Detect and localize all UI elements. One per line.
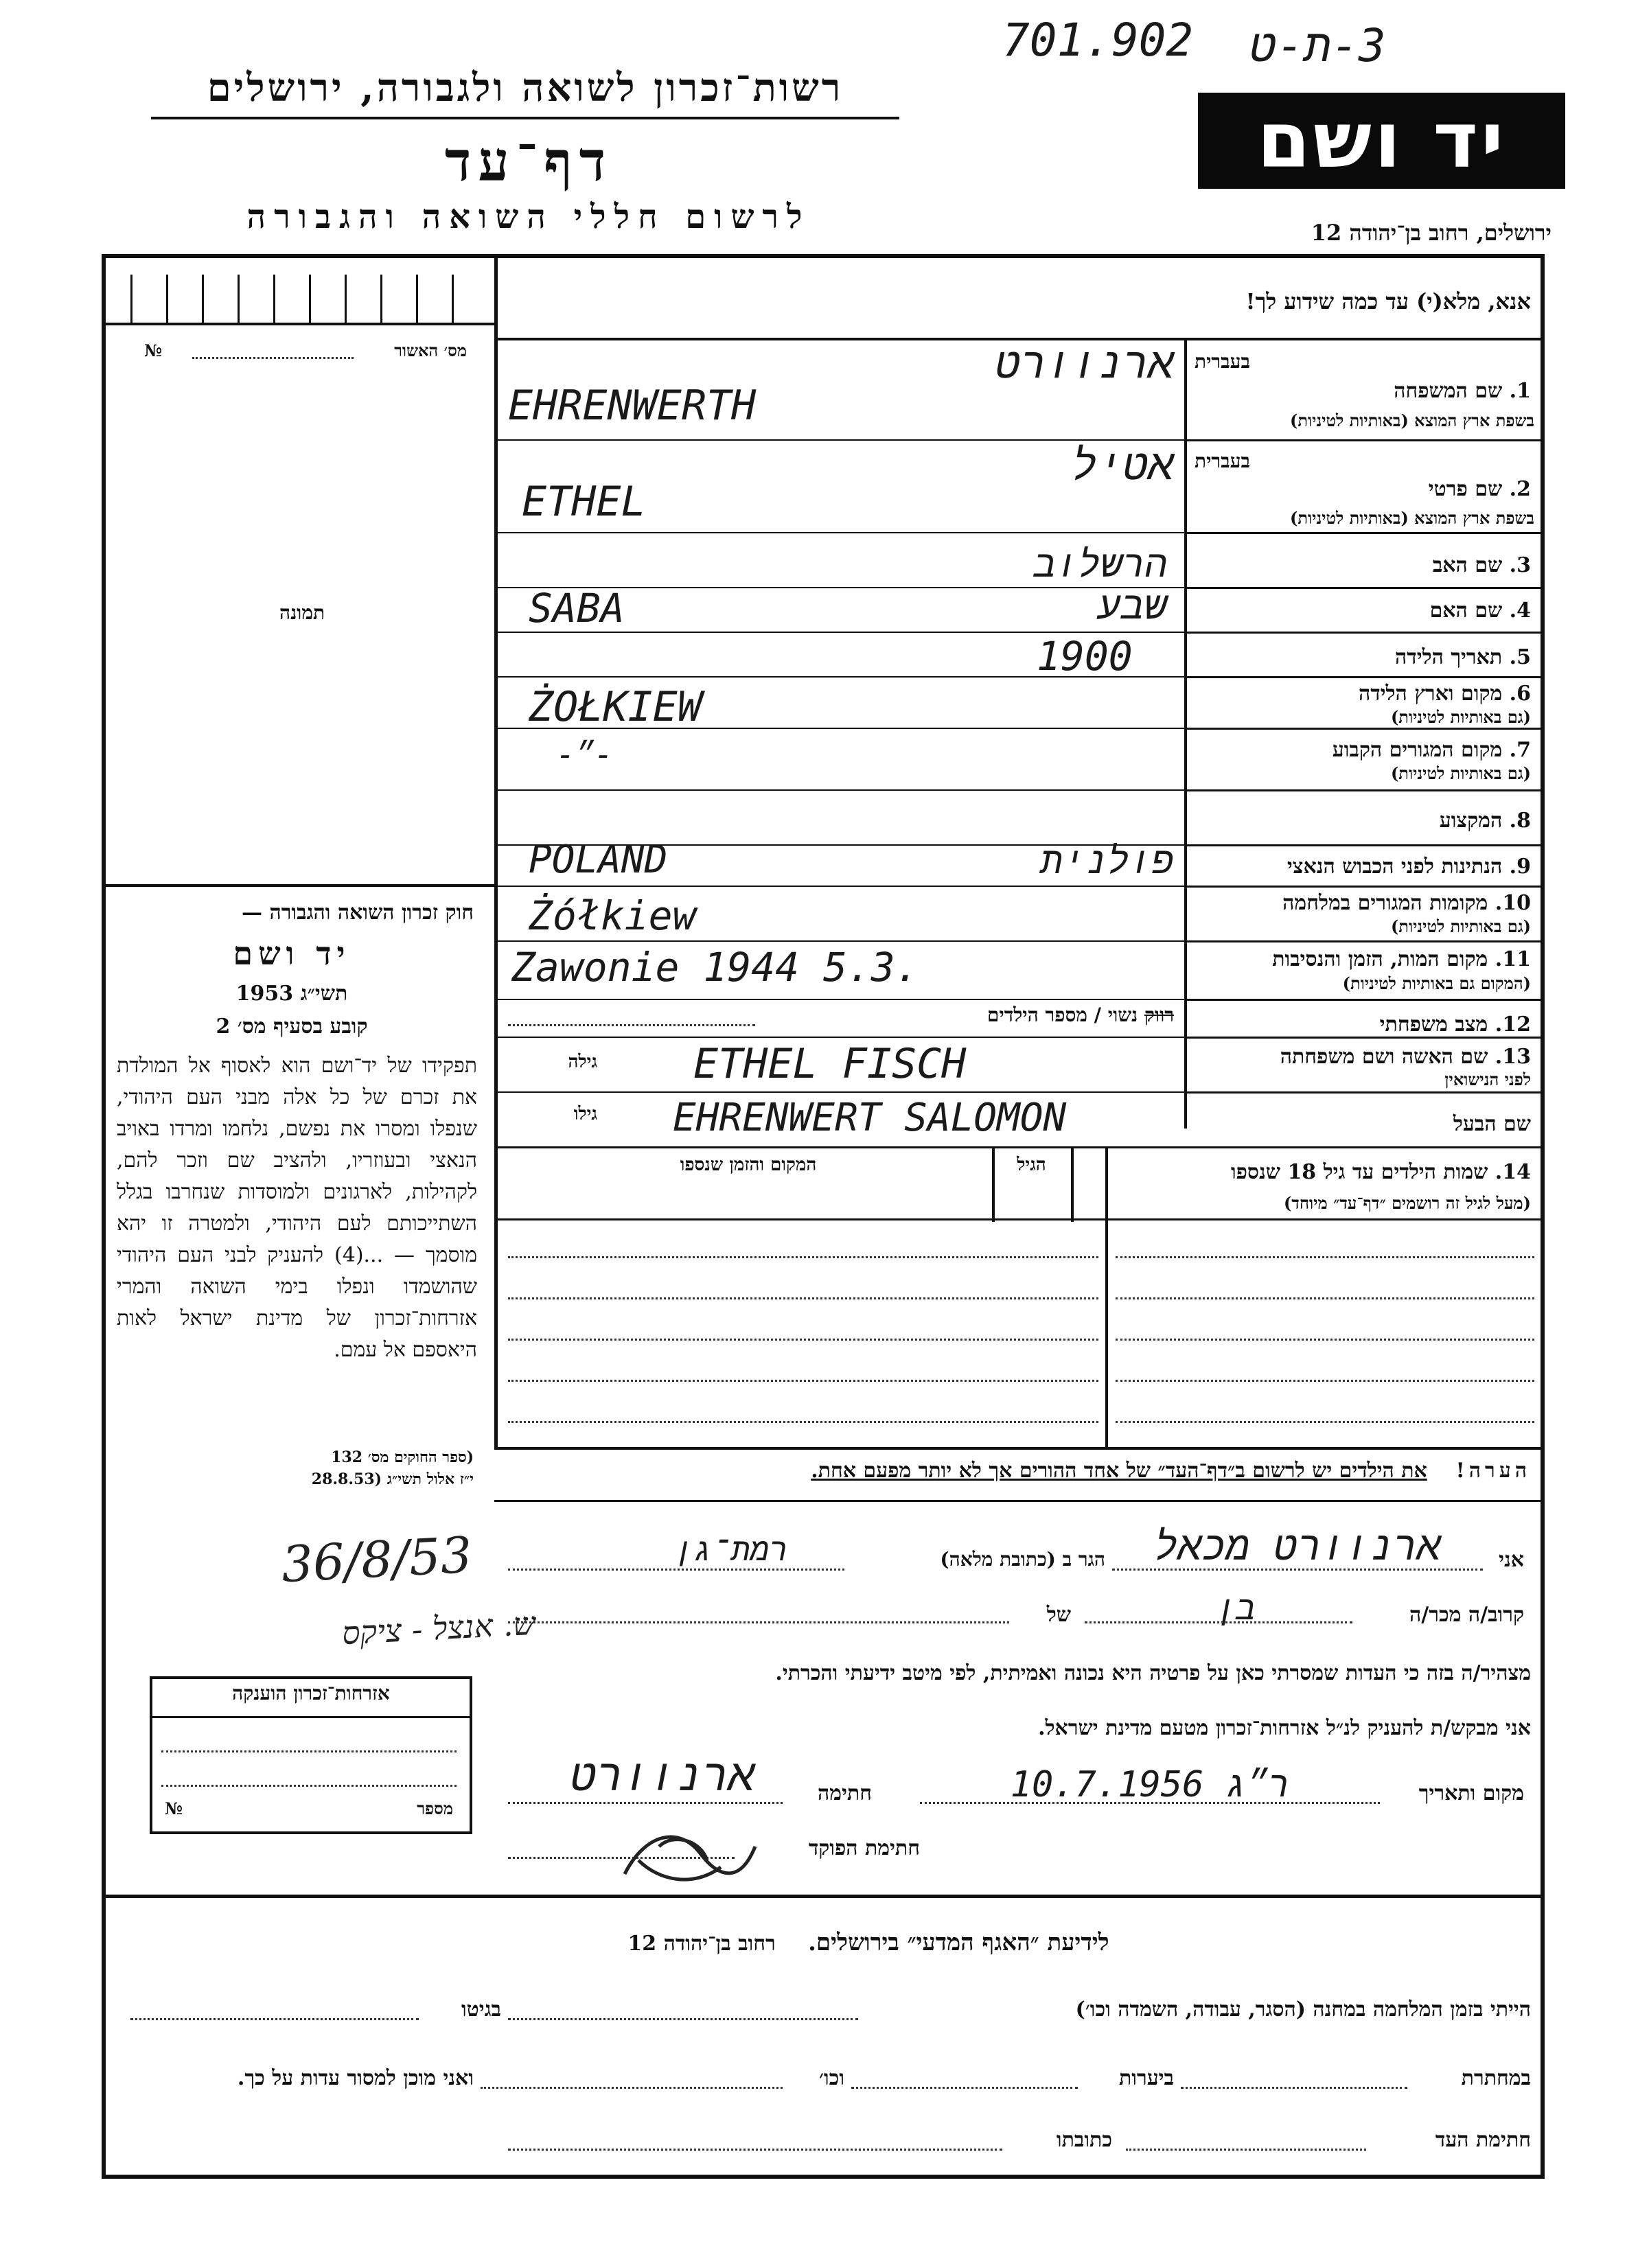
children-col-divider-2: [992, 1146, 995, 1222]
field-12-options: [687, 1004, 1174, 1027]
decl-of: של: [1046, 1603, 1071, 1627]
children-row[interactable]: [1116, 1380, 1534, 1382]
decl-signature-line: [508, 1802, 783, 1804]
decl-name-line: [1112, 1569, 1483, 1571]
form-title: דף־עד: [444, 129, 613, 194]
bottom-witness-address-field[interactable]: [508, 2149, 1002, 2151]
field-13-num: 13.: [1495, 1045, 1531, 1069]
field-12-children-count[interactable]: [508, 1024, 755, 1026]
row-sep: [1184, 999, 1543, 1001]
decl-official-signature: חתימת הפוקד: [808, 1836, 920, 1860]
row-sep: [1184, 632, 1543, 634]
law-yad-vashem: יד ושם: [233, 935, 351, 972]
decl-place-date-value[interactable]: ר״ג 10.7.1956: [1010, 1764, 1290, 1805]
children-row[interactable]: [508, 1256, 1098, 1258]
approval-no-label: מס׳ האשור: [394, 340, 467, 360]
bottom-witness-signature-field[interactable]: [1126, 2149, 1366, 2151]
field-1-value-hebrew[interactable]: ארנוורט: [995, 338, 1174, 388]
field-5-label: [1208, 645, 1531, 669]
note-text: את הילדים יש לרשום ב״דף־העד״ של אחד ההורים אך לא יותר מפעם אחת.: [811, 1459, 1427, 1483]
decl-statement-2: אני מבקש/ת להעניק לנ״ל אזרחות־זכרון מטעם מדינת ישראל.: [1038, 1716, 1531, 1740]
bottom-line-1a: הייתי בזמן המלחמה במחנה (הסגר, עבודה, השמדה וכו׳): [1075, 1998, 1531, 2022]
field-3-value[interactable]: הרשלוב: [1033, 542, 1167, 586]
row-sep: [1184, 439, 1543, 441]
field-7-label-text: מקום המגורים הקבוע: [1332, 738, 1503, 762]
bottom-line-2c: וכו׳: [819, 2066, 844, 2090]
field-2-value-hebrew[interactable]: אטיל: [1072, 439, 1174, 489]
field-6-label: [1208, 682, 1531, 706]
field-2-num: 2.: [1509, 477, 1531, 501]
field-10-value[interactable]: Żółkiew: [529, 892, 697, 939]
field-9-value-hebrew[interactable]: פולנית: [1040, 839, 1174, 882]
field-12-value: נשוי / מספר הילדים: [987, 1004, 1138, 1026]
children-row[interactable]: [508, 1339, 1098, 1341]
logo-text: יד ושם: [1256, 96, 1507, 185]
value-sep: [498, 1037, 1184, 1038]
photo-label: תמונה: [279, 601, 325, 624]
decl-address-line: [508, 1569, 844, 1571]
field-9-value[interactable]: POLAND: [529, 837, 668, 882]
children-col-divider-3: [1071, 1146, 1074, 1222]
bottom-title: [508, 1929, 1229, 1956]
field-3-label: [1208, 553, 1531, 577]
husband-age-label: גילו: [573, 1104, 597, 1124]
children-row[interactable]: [508, 1421, 1098, 1423]
children-title-text: שמות הילדים עד גיל 18 שנספו: [1230, 1160, 1488, 1184]
children-col-age: הגיל: [1017, 1155, 1046, 1175]
children-row[interactable]: [1116, 1297, 1534, 1299]
field-9-num: 9.: [1509, 855, 1531, 879]
field-7-num: 7.: [1509, 738, 1531, 762]
field-11-label-text: מקום המות, הזמן והנסיבות: [1272, 947, 1488, 971]
field-12-num: 12.: [1495, 1012, 1531, 1037]
field-6-value[interactable]: ŻOŁKIEW: [529, 683, 702, 731]
field-13-label-text: שם האשה ושם משפחתה: [1280, 1045, 1488, 1069]
field-11-num: 11.: [1495, 947, 1531, 971]
field-4-value-hebrew[interactable]: שבע: [1098, 583, 1167, 628]
row-sep: [1184, 886, 1543, 888]
row-sep: [1184, 532, 1543, 534]
official-signature-scribble: [618, 1819, 769, 1895]
decl-ani: אני: [1499, 1548, 1524, 1572]
field-6-num: 6.: [1509, 682, 1531, 706]
bottom-title-text: לידיעת ״האגף המדעי״ בירושלים.: [808, 1929, 1109, 1956]
field-12-label: [1208, 1012, 1531, 1037]
stamp-date: 36/8/53: [279, 1525, 474, 1594]
note-top-rule: [494, 1447, 1545, 1450]
husband-value[interactable]: EHRENWERT SALOMON: [673, 1096, 1067, 1140]
row-sep: [1184, 789, 1543, 791]
field-2-lang-hebrew: בעברית: [1195, 450, 1251, 472]
field-8-label: [1208, 809, 1531, 833]
field-4-label-text: שם האם: [1429, 599, 1503, 623]
children-num: 14.: [1495, 1160, 1531, 1184]
field-5-num: 5.: [1509, 645, 1531, 669]
field-2-label-text: שם פרטי: [1428, 477, 1503, 501]
yad-vashem-logo: [1198, 93, 1565, 189]
citizenship-number-label: מספר: [417, 1798, 453, 1818]
note-bottom-rule: [494, 1500, 1545, 1502]
law-body: תפקידו של יד־ושם הוא לאסוף אל המולדת את זכרם של כל אלה מבני העם היהודי, שנפלו ומסרו את נפשם, נלחמו ומרדו באויב הנאצי ובעוזריו, ולהציב שם וזכר להם, לקהילות, לארגונים ולמוסדות שנחרבו בגלל השתייכותם לעם היהודי, ולמטרה זו יהא מוסמך — ...(4) להעניק לבני העם היהודי שהושמדו ונפלו בימי השואה והמרי אזרחות־זכרון של מדינת ישראל לאות היאספם אל עמם.: [117, 1054, 477, 1362]
intro-instruction: אנא, מלא(י) עד כמה שידוע לך!: [1245, 288, 1531, 314]
decl-relative-value[interactable]: בן: [1216, 1589, 1256, 1628]
children-row[interactable]: [1116, 1421, 1534, 1423]
approval-no-field[interactable]: [192, 357, 354, 359]
bottom-section-rule: [106, 1895, 1542, 1898]
children-subtitle: (מעל לגיל זה רושמים ״דף־עד״ מיוחד): [1283, 1193, 1531, 1213]
field-6-sub: (גם באותיות לטיניות): [1390, 707, 1531, 727]
law-ref-2: י״ז אלול תשי״ג (28.8.53: [311, 1470, 474, 1488]
children-row[interactable]: [508, 1380, 1098, 1382]
row-sep: [1184, 1091, 1543, 1094]
citizenship-number-suffix: №: [165, 1798, 183, 1818]
field-12-label-text: מצב משפחתי: [1379, 1012, 1488, 1037]
field-10-num: 10.: [1495, 891, 1531, 915]
field-1-label: [1208, 379, 1531, 403]
field-1-lang-origin: בשפת ארץ המוצא (באותיות לטיניות): [1290, 410, 1534, 430]
decl-address-value[interactable]: רמת־גן: [674, 1531, 788, 1568]
decl-name-value[interactable]: ארנוורט מכאל: [1154, 1523, 1441, 1569]
field-5-value[interactable]: 1900: [1037, 633, 1133, 680]
field-13-sub: לפני הנישואין: [1444, 1069, 1531, 1089]
field-4-num: 4.: [1509, 599, 1531, 623]
row-sep: [1184, 587, 1543, 589]
children-title: [1112, 1160, 1531, 1184]
field-4-value[interactable]: SABA: [529, 585, 625, 632]
row-sep: [1184, 728, 1543, 730]
row-sep: [1184, 1037, 1543, 1039]
field-2-label: [1208, 477, 1531, 501]
decl-signature-value[interactable]: ארנוורט: [570, 1750, 755, 1801]
value-sep: [498, 789, 1184, 791]
field-5-label-text: תאריך הלידה: [1395, 645, 1503, 669]
citizenship-box-title: אזרחות־זכרון הוענקה: [232, 1682, 390, 1704]
field-1-label-text: שם המשפחה: [1394, 379, 1503, 403]
law-clause: קובע בסעיף מס׳ 2: [216, 1015, 368, 1039]
label-column-divider: [1184, 339, 1187, 1129]
citizenship-title-rule: [150, 1716, 472, 1718]
bottom-ghetto-field[interactable]: [130, 2018, 419, 2020]
citizenship-line-1[interactable]: [161, 1750, 457, 1752]
value-sep: [498, 999, 1184, 1000]
bottom-etc-field[interactable]: [481, 2087, 783, 2089]
children-col-divider-1: [1105, 1146, 1108, 1448]
value-sep: [498, 532, 1184, 533]
field-7-sub: (גם באותיות לטיניות): [1390, 763, 1531, 783]
field-13-value[interactable]: ETHEL FISCH: [693, 1040, 967, 1088]
bottom-camp-field[interactable]: [508, 2018, 858, 2020]
field-1-num: 1.: [1509, 379, 1531, 403]
field-2-lang-origin: בשפת ארץ המוצא (באותיות לטיניות): [1290, 508, 1534, 528]
value-sep: [498, 886, 1184, 887]
bottom-line-2d: ואני מוכן למסור עדות על כך.: [237, 2066, 474, 2090]
field-10-sub: (גם באותיות לטיניות): [1390, 916, 1531, 936]
field-13-age-label: גילה: [568, 1052, 597, 1072]
decl-place-date-line: [920, 1802, 1380, 1804]
approval-no-suffix: №: [144, 340, 163, 360]
bottom-line-2a: במחתרת: [1461, 2066, 1531, 2090]
field-11-sub: (המקום גם באותיות לטיניות): [1342, 973, 1531, 993]
field-6-label-text: מקום וארץ הלידה: [1358, 682, 1503, 706]
left-column-divider: [494, 255, 498, 1450]
field-9-label-text: הנתינות לפני הכבוש הנאצי: [1287, 855, 1503, 879]
husband-label: שם הבעל: [1453, 1112, 1531, 1136]
law-title: חוק זכרון השואה והגבורה —: [242, 901, 474, 925]
field-12-marked-status: רווק: [1144, 1004, 1174, 1026]
bottom-line-3a: חתימת העד: [1435, 2128, 1531, 2152]
decl-signature-label: חתימה: [818, 1781, 872, 1805]
children-row[interactable]: [1116, 1339, 1534, 1341]
law-ref-1: (ספר החוקים מס׳ 132: [331, 1448, 474, 1466]
citizenship-line-2[interactable]: [161, 1785, 457, 1787]
form-subtitle: לרשום חללי השואה והגבורה: [246, 198, 811, 236]
decl-place-date: מקום ותאריך: [1418, 1781, 1524, 1805]
field-8-num: 8.: [1509, 809, 1531, 833]
field-11-label: [1191, 947, 1531, 971]
field-10-label: [1191, 891, 1531, 915]
archive-ref-number: 701.902: [1002, 14, 1194, 67]
decl-relative-line: [1085, 1621, 1352, 1623]
row-sep: [1184, 940, 1543, 942]
photo-area-bottom: [106, 884, 494, 887]
field-13-label: [1191, 1045, 1531, 1069]
tick-boxes: [130, 275, 487, 323]
field-7-value[interactable]: -״-: [556, 736, 614, 773]
field-8-label-text: המקצוע: [1439, 809, 1503, 833]
field-11-value[interactable]: Zawonie 1944 5.3.: [511, 944, 919, 991]
bottom-line-3b: כתובתו: [1056, 2128, 1112, 2152]
children-row[interactable]: [1116, 1256, 1534, 1258]
archive-folder-code: 3-ת-ט: [1249, 19, 1386, 72]
children-row[interactable]: [508, 1297, 1098, 1299]
value-sep: [498, 940, 1184, 942]
value-sep: [498, 1091, 1184, 1093]
decl-of-line[interactable]: [508, 1621, 1009, 1623]
law-year: תשי״ג 1953: [235, 982, 348, 1006]
bottom-line-1b: בגיטו: [461, 1998, 501, 2022]
note-label: הערה!: [1455, 1459, 1531, 1483]
decl-relative: קרוב/ה מכר/ה: [1409, 1603, 1524, 1627]
row-sep: [1184, 844, 1543, 846]
header-rule: [151, 117, 899, 119]
field-1-value-latin[interactable]: EHRENWERTH: [508, 382, 757, 430]
decl-statement-1: מצהיר/ה בזה כי העדות שמסרתי כאן על פרטיה היא נכונה ואמיתית, לפי מיטב ידיעתי והכרתי.: [775, 1661, 1531, 1685]
tick-boxes-bottom: [106, 323, 494, 325]
decl-residing: הגר ב (כתובת מלאה): [940, 1548, 1105, 1571]
bottom-underground-field[interactable]: [1181, 2087, 1407, 2089]
value-sep: [498, 1146, 1545, 1148]
field-1-lang-hebrew: בעברית: [1195, 350, 1251, 373]
field-3-num: 3.: [1509, 553, 1531, 577]
field-2-value-latin[interactable]: ETHEL: [522, 478, 646, 526]
bottom-forests-field[interactable]: [851, 2087, 1078, 2089]
children-col-place: המקום והזמן שנספו: [680, 1155, 817, 1175]
field-3-label-text: שם האב: [1432, 553, 1503, 577]
bottom-address: רחוב בן־יהודה 12: [627, 1932, 776, 1956]
stamp-signature: ש. אנצל - ציקס: [341, 1604, 537, 1652]
bottom-line-2b: ביערות: [1118, 2066, 1174, 2090]
field-4-label: [1208, 599, 1531, 623]
children-header-rule: [498, 1218, 1545, 1220]
field-10-label-text: מקומות המגורים במלחמה: [1282, 891, 1488, 915]
row-sep: [1184, 676, 1543, 678]
header-address: ירושלים, רחוב בן־יהודה 12: [1311, 220, 1552, 246]
field-9-label: [1191, 855, 1531, 879]
field-7-label: [1208, 738, 1531, 762]
note: [508, 1459, 1531, 1483]
authority-name: רשות־זכרון לשואה ולגבורה, ירושלים: [207, 65, 844, 111]
